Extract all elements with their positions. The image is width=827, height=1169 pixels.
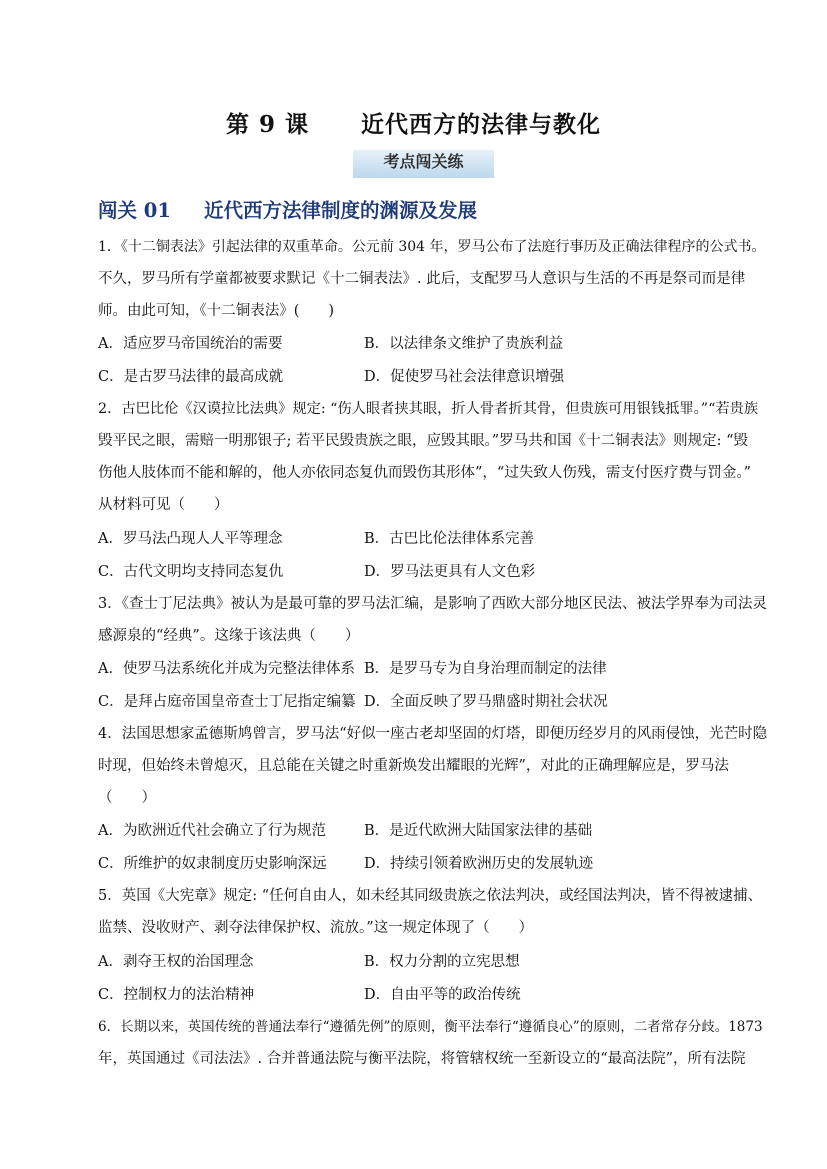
option-a: A．罗马法凸现人人平等理念: [98, 531, 283, 547]
question-line: 1．《十二铜表法》引起法律的双重革命。公元前 304 年，罗马公布了法庭行事历及正确法律程序的公式书。: [98, 239, 766, 255]
practice-badge: 考点闯关练: [353, 150, 494, 178]
option-b: B．是近代欧洲大陆国家法律的基础: [364, 823, 593, 839]
question-line: 毁平民之眼，需赔一明那银子; 若平民毁贵族之眼，应毁其眼。”罗马共和国《十二铜表法》则规定: “毁: [98, 433, 749, 449]
option-d: D．全面反映了罗马鼎盛时期社会状况: [364, 694, 608, 710]
option-c: C．古代文明均支持同态复仇: [98, 564, 284, 580]
question-line: 年，英国通过《司法法》. 合并普通法院与衡平法院，将管辖权统一至新设立的“最高法院”，所有法院: [98, 1051, 746, 1067]
question-line: 伤他人肢体而不能和解的，他人亦依同态复仇而毁伤其形体”，“过失致人伤残，需支付医疗费与罚金。”: [98, 465, 751, 481]
question-line: 从材料可见（ ）: [98, 497, 229, 513]
option-a: A．使罗马法系统化并成为完整法律体系: [98, 661, 355, 677]
option-d: D．罗马法更具有人文色彩: [364, 564, 536, 580]
option-c: C．是古罗马法律的最高成就: [98, 369, 284, 385]
option-c: C．控制权力的法治精神: [98, 987, 255, 1003]
lesson-number: 第 9 课: [225, 111, 310, 138]
question-line: （ ）: [98, 790, 156, 806]
question-line: 不久，罗马所有学童都被要求默记《十二铜表法》. 此后，支配罗马人意识与生活的不再是祭司而是律: [98, 271, 746, 287]
question-line: 2．古巴比伦《汉谟拉比法典》规定: “伤人眼者挟其眼，折人骨者折其骨，但贵族可用银钱抵罪。”“若贵族: [98, 401, 759, 417]
option-a: A．适应罗马帝国统治的需要: [98, 336, 283, 352]
question-line: 感源泉的“经典”。这缘于该法典（ ）: [98, 628, 360, 644]
section-title: 近代西方法律制度的渊源及发展: [203, 199, 477, 222]
lesson-title: [0, 106, 827, 139]
option-c: C．所维护的奴隶制度历史影响深远: [98, 856, 327, 872]
option-d: D．促使罗马社会法律意识增强: [364, 369, 565, 385]
question-line: 3．《查士丁尼法典》被认为是最可靠的罗马法汇编，是影响了西欧大部分地区民法、被法学界奉为司法灵: [98, 596, 767, 612]
option-d: D．自由平等的政治传统: [364, 987, 521, 1003]
option-b: B．是罗马专为自身治理而制定的法律: [364, 661, 607, 677]
question-line: 6．长期以来，英国传统的普通法奉行“遵循先例”的原则，衡平法奉行“遵循良心”的原则，二者常存分歧。1873: [98, 1019, 763, 1035]
option-a: A．剥夺王权的治国理念: [98, 954, 254, 970]
option-c: C．是拜占庭帝国皇帝查士丁尼指定编纂: [98, 694, 356, 710]
option-b: B．以法律条文维护了贵族利益: [364, 336, 564, 352]
option-b: B．权力分割的立宪思想: [364, 954, 520, 970]
question-line: 监禁、没收财产、剥夺法律保护权、流放。”这一规定体现了（ ）: [98, 920, 534, 936]
section-heading: [98, 195, 477, 223]
question-line: 时现，但始终未曾熄灭，且总能在关键之时重新焕发出耀眼的光辉”，对此的正确理解应是，罗马法: [98, 758, 729, 774]
lesson-name: 近代西方的法律与教化: [361, 111, 602, 138]
question-line: 5．英国《大宪章》规定: “任何自由人，如未经其同级贵族之依法判决，或经国法判决，皆不得被逮捕、: [98, 888, 763, 904]
option-d: D．持续引领着欧洲历史的发展轨迹: [364, 856, 594, 872]
question-line: 师。由此可知，《十二铜表法》( ): [98, 303, 335, 319]
option-b: B．古巴比伦法律体系完善: [364, 531, 535, 547]
option-a: A．为欧洲近代社会确立了行为规范: [98, 823, 326, 839]
section-number: 闯关 01: [98, 199, 171, 222]
question-line: 4．法国思想家孟德斯鸠曾言，罗马法“好似一座古老却坚固的灯塔，即便历经岁月的风雨侵蚀，光芒时隐: [98, 726, 768, 742]
